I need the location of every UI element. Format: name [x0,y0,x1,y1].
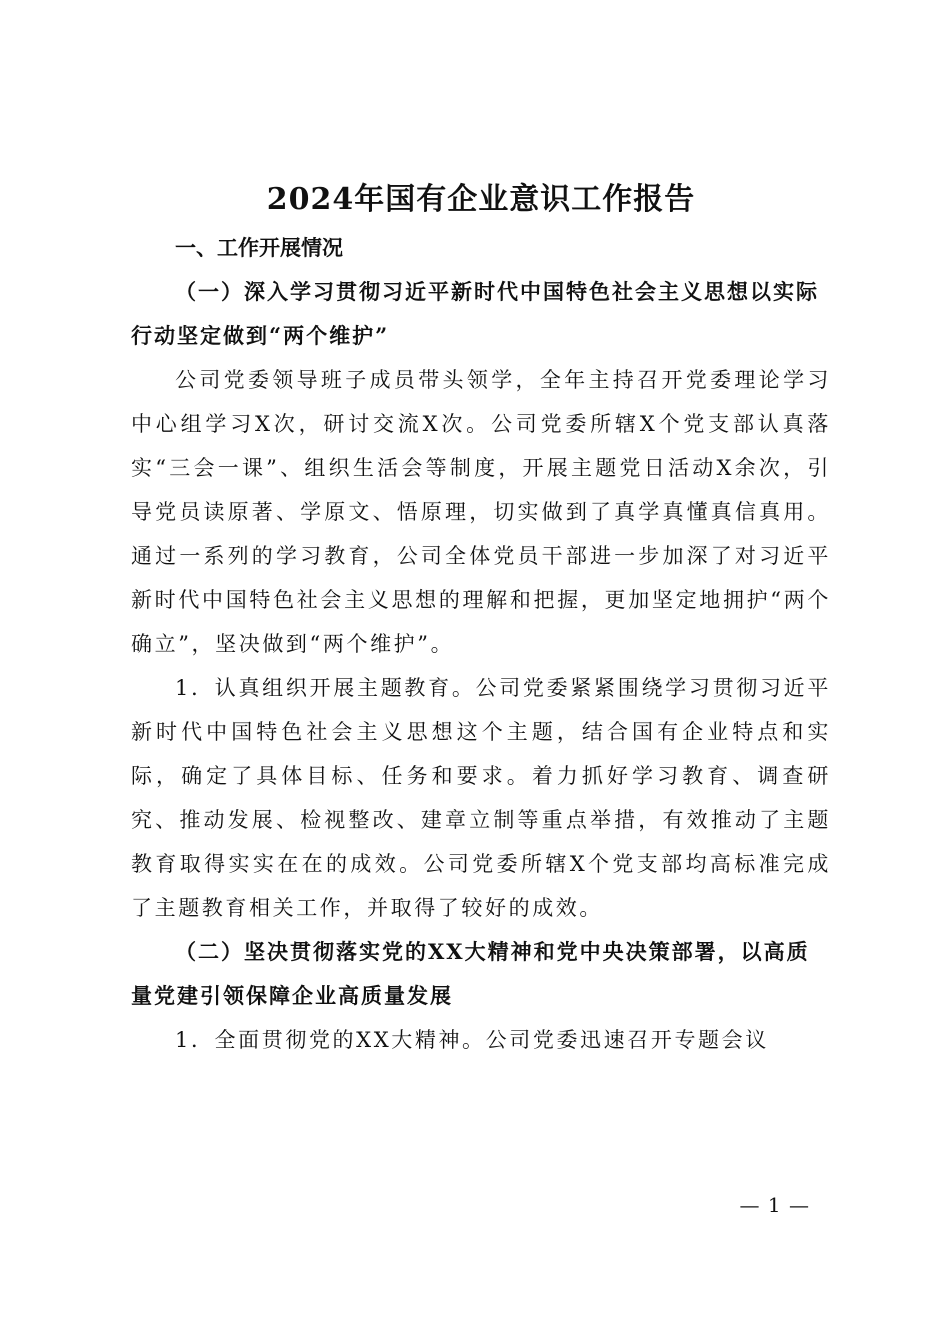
subheading-one: （一）深入学习贯彻习近平新时代中国特色社会主义思想以实际行动坚定做到“两个维护” [131,279,819,348]
page-number: — 1 — [739,1193,810,1217]
subheading-two: （二）坚决贯彻落实党的XX大精神和党中央决策部署，以高质量党建引领保障企业高质量发展 [131,939,810,1008]
document-body [131,176,831,1062]
body-paragraph-1: 公司党委领导班子成员带头领学，全年主持召开党委理论学习中心组学习X次，研讨交流X次。公司党委所辖X个党支部认真落实“三会一课”、组织生活会等制度，开展主题党日活动X余次，引导党员读原著、学原文、悟原理，切实做到了真学真懂真信真用。通过一系列的学习教育，公司全体党员干部进一步加深了对习近平新时代中国特色社会主义思想的理解和把握，更加坚定地拥护“两个确立”，坚决做到“两个维护”。 [131,368,831,656]
document-title: 2024年国有企业意识工作报告 [266,182,696,217]
body-paragraph-3: 1．全面贯彻党的XX大精神。公司党委迅速召开专题会议 [175,1028,769,1052]
body-paragraph-2: 1．认真组织开展主题教育。公司党委紧紧围绕学习贯彻习近平新时代中国特色社会主义思想这个主题，结合国有企业特点和实际，确定了具体目标、任务和要求。着力抓好学习教育、调查研究、推动发展、检视整改、建章立制等重点举措，有效推动了主题教育取得实实在在的成效。公司党委所辖X个党支部均高标准完成了主题教育相关工作，并取得了较好的成效。 [131,676,831,920]
section-heading: 一、工作开展情况 [175,236,343,260]
